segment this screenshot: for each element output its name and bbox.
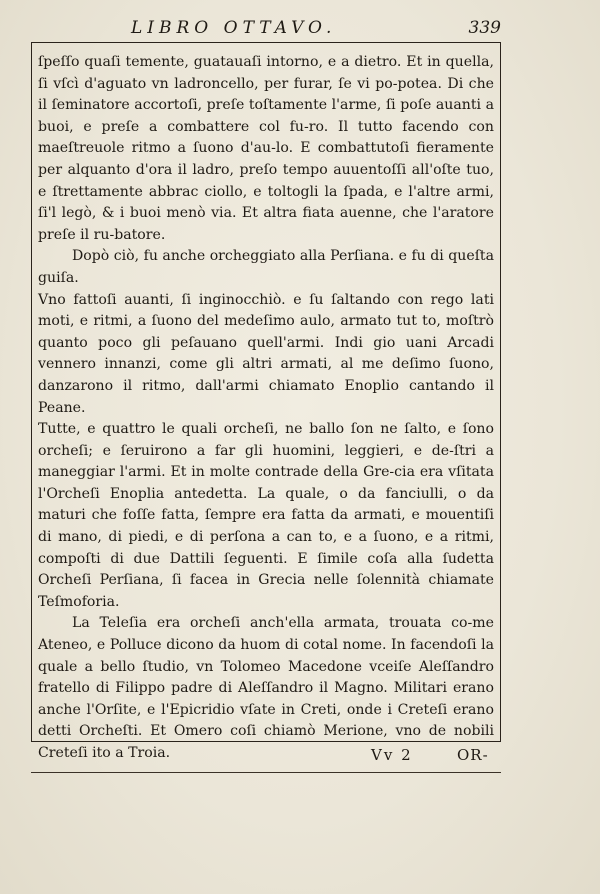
body-text [38,52,494,765]
signature-mark: Vv 2 [371,746,413,764]
paragraph: Dopò ciò, fu anche orcheggiato alla Perſiana. e fu di queſta guiſa. [38,248,494,286]
running-title: LIBRO OTTAVO. [131,18,337,38]
paragraph: La Teleſia era orcheſi anch'ella armata, trouata co-me Ateneo, e Polluce dicono da huom di cotal nome. In facendoſi la quale a bello ſtudio, vn Tolomeo Macedone vceiſe Aleſſandro fratello di Filippo padre di Aleſſandro il Magno. Militari erano anche l'Orſite, e l'Epicridio vſate in Creti, onde i Creteſi erano detti Orcheſti. Et Omero coſi chiamò Merione, vno de nobili Creteſi ito a Troia. [38,615,494,761]
page-header [31,16,501,44]
footer-rule [31,772,501,773]
page-footer [31,744,501,770]
paragraph: ſpeſſo quaſi temente, guatauaſi intorno, e a dietro. Et in quella, ſi vſcì d'aguato vn ladroncello, per furar, ſe vi po-potea. Di che il ſeminatore accortoſi, preſe toſtamente l'arme, ſi poſe auanti a buoi, e preſe a combattere col fu-ro. Il tutto facendo con maeſtreuole ritmo a ſuono d'au-lo. E combattutoſi fieramente per alquanto d'ora il ladro, preſo tempo auuentoſſi all'oſte tuo, e ſtrettamente abbrac ciollo, e toltogli la ſpada, e l'altre armi, ſi'l legò, & i buoi menò via. Et altra fiata auenne, che l'aratore preſe il ru-batore. [38,54,494,243]
page-number: 339 [468,18,501,38]
paragraph: Tutte, e quattro le quali orcheſi, ne ballo ſon ne ſalto, e ſono orcheſi; e ſeruirono a far gli huomini, leggieri, e de-ſtri a maneggiar l'armi. Et in molte contrade della Gre-cia era vſitata l'Orcheſi Enoplia antedetta. La quale, o da fanciulli, o da maturi che foſſe fatta, ſempre era fatta da armati, e mouentiſi di mano, di piedi, e di perſona a can to, e a ſuono, e a ritmi, compoſti di due Dattili ſeguenti. E ſimile coſa alla ſudetta Orcheſi Perſiana, ſi facea in Grecia nelle ſolennità chiamate Teſmoforia. [38,421,494,610]
paragraph: Vno fattoſi auanti, ſi inginocchiò. e ſu ſaltando con rego lati moti, e ritmi, a ſuono del medeſimo aulo, armato tut to, moſtrò quanto poco gli peſauano quell'armi. Indi gio uani Arcadi vennero innanzi, come gli altri armati, al me deſimo ſuono, danzarono il ritmo, dall'armi chiamato Enoplio cantando il Peane. [38,291,494,416]
catchword: OR- [457,746,489,764]
